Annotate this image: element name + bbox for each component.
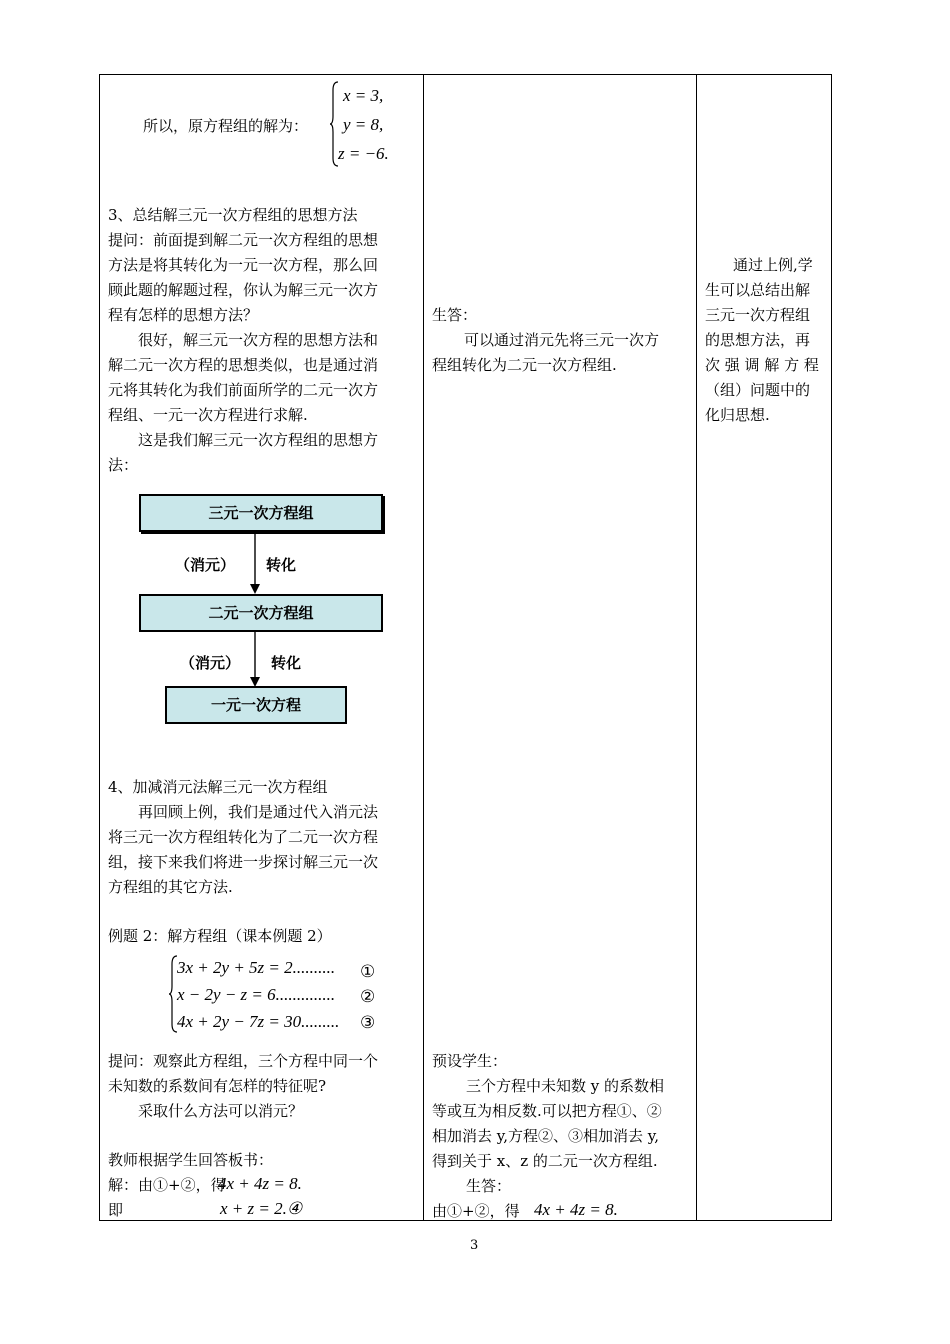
flow-box-two-var: 二元一次方程组 [139, 594, 383, 632]
page-number: 3 [470, 1238, 479, 1253]
sec3-line: 这是我们解三元一次方程组的思想方 [138, 431, 379, 449]
question-line: 采取什么方法可以消元？ [138, 1102, 304, 1120]
flow-label-convert: 转化 [266, 556, 297, 574]
answer2-line: 预设学生： [432, 1052, 508, 1070]
answer1-line: 程组转化为二元一次方程组. [432, 356, 617, 374]
sec3-line: 提问：前面提到解二元一次方程组的思想 [108, 231, 379, 249]
example2-title: 例题 2：解方程组（课本例题 2） [108, 927, 332, 945]
flow-label-convert: 转化 [271, 654, 302, 672]
solution-intro: 所以，原方程组的解为： [143, 117, 309, 135]
column-divider-1 [423, 74, 424, 1220]
note-line: （组）问题中的 [705, 381, 811, 399]
sec4-line: 方程组的其它方法. [108, 878, 233, 896]
flow-label-elimination: （消元） [180, 654, 241, 672]
example2-eq3: 4x + 2y − 7z = 30......... [177, 1012, 340, 1031]
solution-x: x = 3, [343, 86, 384, 105]
sec4-line: 再回顾上例，我们是通过代入消元法 [138, 803, 379, 821]
sec3-heading: 3、总结解三元一次方程组的思想方法 [108, 206, 358, 224]
example2-mark3: ③ [360, 1013, 376, 1033]
sec3-line: 法： [108, 456, 139, 474]
board-eq1: 4x + 4z = 8. [218, 1174, 302, 1193]
sec3-line: 很好，解三元一次方程的思想方法和 [138, 331, 379, 349]
answer2-line: 相加消去 y,方程②、③相加消去 y, [432, 1127, 660, 1145]
board-line: 即 [108, 1201, 124, 1219]
sec3-line: 方法是将其转化为一元一次方程，那么回 [108, 256, 379, 274]
answer2-line: 等或互为相反数.可以把方程①、② [432, 1102, 662, 1120]
column-divider-2 [696, 74, 697, 1220]
answer1-line: 可以通过消元先将三元一次方 [464, 331, 660, 349]
example2-eq1: 3x + 2y + 5z = 2.......... [177, 958, 336, 977]
note-line: 的思想方法，再 [705, 331, 811, 349]
answer2-last: 由①+②，得 [432, 1202, 520, 1220]
answer2-line: 生答： [466, 1177, 512, 1195]
note-line: 化归思想. [705, 406, 770, 424]
answer2-line: 得到关于 x、z 的二元一次方程组. [432, 1152, 658, 1170]
flow-label-elimination: （消元） [175, 556, 236, 574]
flow-box-three-var: 三元一次方程组 [139, 494, 383, 532]
example2-eq2: x − 2y − z = 6.............. [177, 985, 336, 1004]
board-line: 解：由①+②，得 [108, 1176, 226, 1194]
answer1-line: 生答： [432, 306, 478, 324]
example2-mark2: ② [360, 987, 376, 1007]
question-line: 提问：观察此方程组，三个方程中同一个 [108, 1052, 379, 1070]
flow-box-one-var: 一元一次方程 [165, 686, 347, 724]
sec3-line: 顾此题的解题过程，你认为解三元一次方 [108, 281, 379, 299]
sec3-line: 元将其转化为我们前面所学的二元一次方 [108, 381, 379, 399]
note-line: 三元一次方程组 [705, 306, 811, 324]
note-line: 生可以总结出解 [705, 281, 811, 299]
answer2-line: 三个方程中未知数 y 的系数相 [466, 1077, 665, 1095]
sec3-line: 程组、一元一次方程进行求解. [108, 406, 308, 424]
example2-mark1: ① [360, 962, 376, 982]
board-line: 教师根据学生回答板书： [108, 1151, 274, 1169]
sec4-line: 将三元一次方程组转化为了二元一次方程 [108, 828, 379, 846]
flow-arrow-1 [249, 530, 261, 594]
sec3-line: 程有怎样的思想方法？ [108, 306, 259, 324]
note-line: 通过上例,学 [733, 256, 813, 274]
solution-z: z = −6. [338, 144, 389, 163]
question-line: 未知数的系数间有怎样的特征呢? [108, 1077, 327, 1095]
solution-y: y = 8, [343, 115, 384, 134]
flow-arrow-2 [249, 631, 261, 687]
board-eq2: x + z = 2.④ [220, 1199, 303, 1218]
answer2-eq: 4x + 4z = 8. [534, 1200, 618, 1219]
sec4-heading: 4、加减消元法解三元一次方程组 [108, 778, 328, 796]
sec3-line: 解二元一次方程的思想类似，也是通过消 [108, 356, 379, 374]
sec4-line: 组，接下来我们将进一步探讨解三元一次 [108, 853, 379, 871]
note-line: 次 强 调 解 方 程 [705, 356, 819, 374]
